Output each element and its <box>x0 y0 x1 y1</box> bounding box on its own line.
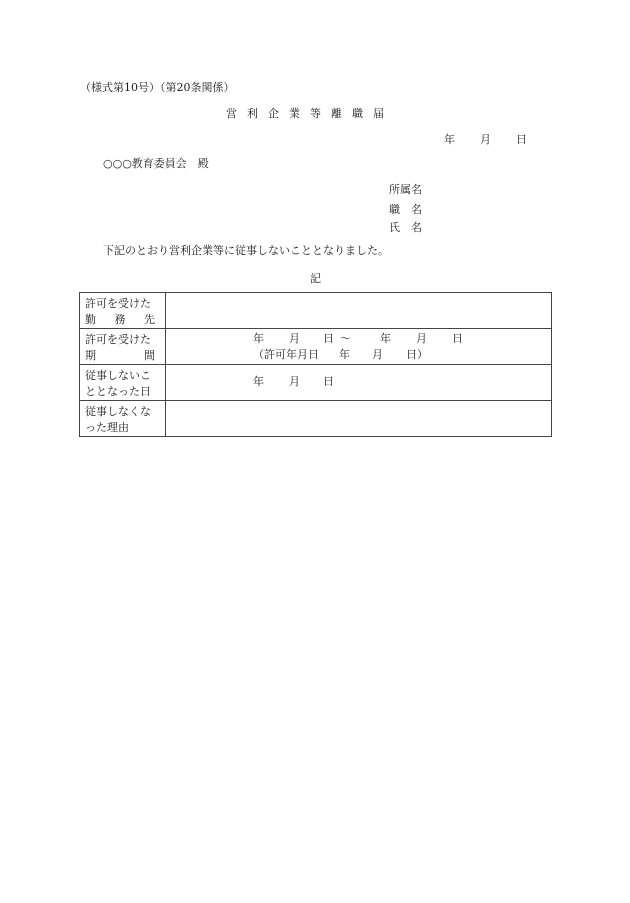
label-workplace: 許可を受けた 勤 務 先 <box>80 293 166 329</box>
body-text: 下記のとおり営利企業等に従事しないこととなりました。 <box>103 244 389 257</box>
date-day: 日 <box>516 133 527 146</box>
addressee <box>103 157 209 171</box>
addressee-honorific: 殿 <box>197 157 209 170</box>
form-number: （様式第10号）（第20条関係） <box>80 81 235 94</box>
value-period[interactable] <box>166 329 552 365</box>
addressee-name: ○○○教育委員会 <box>103 157 187 170</box>
signer-affiliation: 所属名 <box>389 183 422 196</box>
document-title: 営利企業等離職届 <box>226 107 394 120</box>
date-year: 年 <box>444 133 455 146</box>
label-period: 許可を受けた 期 間 <box>80 329 166 365</box>
permit-date-line: （許可年月日 年 月 日） <box>253 348 428 361</box>
table-row-end-date <box>80 365 552 401</box>
period-line: 年 月 日 ～ 年 月 日 <box>253 332 463 345</box>
ki-heading: 記 <box>310 272 321 285</box>
submission-date <box>444 133 527 147</box>
table-row-period <box>80 329 552 365</box>
detail-table <box>79 292 552 437</box>
value-end-date[interactable] <box>166 365 552 401</box>
label-reason: 従事しなくな った理由 <box>80 401 166 437</box>
label-end-date: 従事しないこ ととなった日 <box>80 365 166 401</box>
signer-position: 職 名 <box>389 203 422 216</box>
value-reason[interactable] <box>166 401 552 437</box>
signer-name: 氏 名 <box>389 221 422 234</box>
value-workplace[interactable] <box>166 293 552 329</box>
table-row-reason <box>80 401 552 437</box>
date-month: 月 <box>480 133 491 146</box>
end-date: 年 月 日 <box>253 375 334 388</box>
table-row-workplace <box>80 293 552 329</box>
